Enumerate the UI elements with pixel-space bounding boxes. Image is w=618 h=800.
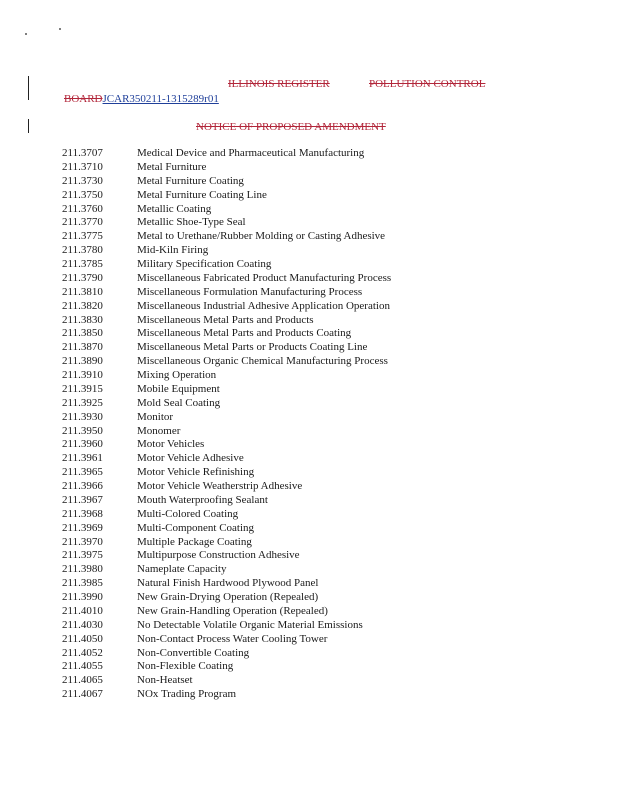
section-number: 211.3775	[62, 230, 103, 243]
section-row	[62, 563, 391, 577]
section-row	[62, 300, 391, 314]
section-number: 211.4055	[62, 660, 103, 673]
section-number: 211.3710	[62, 160, 103, 173]
section-number: 211.4030	[62, 618, 103, 631]
section-row	[62, 425, 391, 439]
section-title: Metallic Shoe-Type Seal	[137, 216, 246, 229]
change-bar	[28, 119, 29, 133]
section-row	[62, 522, 391, 536]
section-number: 211.3890	[62, 355, 103, 368]
section-title: Non-Contact Process Water Cooling Tower	[137, 632, 328, 645]
section-title: Motor Vehicle Weatherstrip Adhesive	[137, 480, 303, 492]
section-row	[62, 452, 391, 466]
section-title: NOx Trading Program	[137, 688, 237, 701]
section-title: Metal Furniture Coating	[137, 174, 244, 187]
section-title: Miscellaneous Metal Parts and Products	[137, 313, 314, 326]
section-row	[62, 272, 391, 286]
section-number: 211.3830	[62, 313, 103, 326]
section-title: Metal Furniture	[137, 160, 207, 173]
section-number: 211.3770	[62, 216, 103, 229]
header-board-line	[64, 93, 219, 105]
section-number: 211.3750	[62, 188, 103, 201]
section-number: 211.3990	[62, 591, 103, 603]
section-row	[62, 341, 391, 355]
section-row	[62, 230, 391, 244]
section-title: Metal Furniture Coating Line	[137, 188, 267, 201]
header-pollution-control: POLLUTION CONTROL	[369, 78, 486, 90]
section-number: 211.3960	[62, 438, 103, 451]
section-row	[62, 591, 391, 605]
section-row	[62, 647, 391, 661]
section-number: 211.3965	[62, 466, 103, 479]
section-title: Miscellaneous Organic Chemical Manufacturing Process	[137, 355, 388, 368]
section-row	[62, 189, 391, 203]
section-list	[62, 147, 391, 702]
section-number: 211.3790	[62, 271, 103, 284]
section-number: 211.3969	[62, 521, 103, 534]
header-jcar-id: JCAR350211-1315289r01	[102, 93, 219, 105]
section-title: Monitor	[137, 410, 174, 423]
section-row	[62, 286, 391, 300]
section-title: Multipurpose Construction Adhesive	[137, 549, 300, 562]
section-title: New Grain-Drying Operation (Repealed)	[137, 591, 319, 603]
section-title: Miscellaneous Fabricated Product Manufacturing Process	[137, 271, 392, 284]
section-row	[62, 536, 391, 550]
section-number: 211.3760	[62, 202, 103, 215]
section-row	[62, 508, 391, 522]
scan-speck	[59, 28, 61, 30]
section-number: 211.3930	[62, 410, 103, 423]
section-row	[62, 369, 391, 383]
section-title: New Grain-Handling Operation (Repealed)	[137, 604, 328, 617]
section-number: 211.3970	[62, 535, 103, 548]
section-row	[62, 619, 391, 633]
section-title: Mixing Operation	[137, 369, 217, 381]
section-number: 211.3810	[62, 285, 103, 298]
section-number: 211.3980	[62, 563, 103, 576]
section-title: Medical Device and Pharmaceutical Manufacturing	[137, 147, 365, 159]
section-number: 211.4065	[62, 674, 103, 687]
section-number: 211.3850	[62, 327, 103, 340]
section-title: Miscellaneous Metal Parts and Products Coating	[137, 327, 352, 340]
section-number: 211.3966	[62, 480, 103, 492]
section-row	[62, 397, 391, 411]
section-number: 211.3870	[62, 341, 103, 354]
section-row	[62, 383, 391, 397]
section-row	[62, 480, 391, 494]
section-number: 211.3785	[62, 258, 103, 270]
header-register: ILLINOIS REGISTER	[228, 78, 330, 90]
section-row	[62, 216, 391, 230]
section-number: 211.3985	[62, 577, 103, 590]
section-number: 211.3910	[62, 369, 103, 381]
notice-heading: NOTICE OF PROPOSED AMENDMENT	[196, 121, 386, 133]
section-title: Non-Convertible Coating	[137, 646, 250, 659]
section-number: 211.3968	[62, 507, 103, 520]
section-title: Mouth Waterproofing Sealant	[137, 493, 268, 506]
section-number: 211.3915	[62, 382, 103, 395]
section-row	[62, 577, 391, 591]
section-row	[62, 161, 391, 175]
section-title: Miscellaneous Metal Parts or Products Coating Line	[137, 341, 368, 354]
section-number: 211.3820	[62, 299, 103, 312]
section-row	[62, 355, 391, 369]
section-number: 211.3975	[62, 549, 103, 562]
section-number: 211.3780	[62, 244, 103, 257]
section-number: 211.3707	[62, 147, 103, 159]
section-row	[62, 244, 391, 258]
section-row	[62, 466, 391, 480]
section-title: Metallic Coating	[137, 202, 212, 215]
section-row	[62, 605, 391, 619]
section-title: Mold Seal Coating	[137, 396, 221, 409]
section-title: Motor Vehicles	[137, 438, 205, 451]
section-title: Mid-Kiln Firing	[137, 244, 209, 257]
section-row	[62, 688, 391, 702]
section-number: 211.4052	[62, 646, 103, 659]
section-title: Miscellaneous Industrial Adhesive Application Operation	[137, 299, 390, 312]
section-title: Monomer	[137, 424, 181, 437]
section-number: 211.3730	[62, 174, 103, 187]
section-number: 211.3925	[62, 396, 103, 409]
section-number: 211.3950	[62, 424, 103, 437]
section-title: No Detectable Volatile Organic Material Emissions	[137, 618, 363, 631]
section-title: Military Specification Coating	[137, 258, 272, 270]
section-title: Multi-Component Coating	[137, 521, 255, 534]
section-title: Mobile Equipment	[137, 382, 220, 395]
section-title: Motor Vehicle Refinishing	[137, 466, 255, 479]
section-title: Non-Flexible Coating	[137, 660, 234, 673]
section-row	[62, 175, 391, 189]
section-row	[62, 147, 391, 161]
section-number: 211.3961	[62, 452, 103, 465]
section-row	[62, 203, 391, 217]
section-title: Metal to Urethane/Rubber Molding or Casting Adhesive	[137, 230, 386, 243]
section-row	[62, 633, 391, 647]
section-title: Multiple Package Coating	[137, 535, 252, 548]
header-board-struck: BOARD	[64, 93, 103, 105]
section-title: Multi-Colored Coating	[137, 507, 239, 520]
section-title: Nameplate Capacity	[137, 563, 227, 576]
section-title: Miscellaneous Formulation Manufacturing Process	[137, 285, 363, 298]
section-row	[62, 411, 391, 425]
section-title: Motor Vehicle Adhesive	[137, 452, 244, 465]
section-title: Non-Heatset	[137, 674, 193, 687]
section-row	[62, 494, 391, 508]
section-title: Natural Finish Hardwood Plywood Panel	[137, 577, 319, 590]
section-number: 211.4067	[62, 688, 103, 701]
scan-speck	[25, 33, 27, 35]
section-number: 211.4010	[62, 604, 103, 617]
section-row	[62, 258, 391, 272]
section-row	[62, 674, 391, 688]
section-row	[62, 314, 391, 328]
section-row	[62, 438, 391, 452]
section-number: 211.4050	[62, 632, 103, 645]
change-bar	[28, 76, 29, 100]
section-row	[62, 549, 391, 563]
section-number: 211.3967	[62, 493, 103, 506]
section-row	[62, 660, 391, 674]
section-row	[62, 327, 391, 341]
